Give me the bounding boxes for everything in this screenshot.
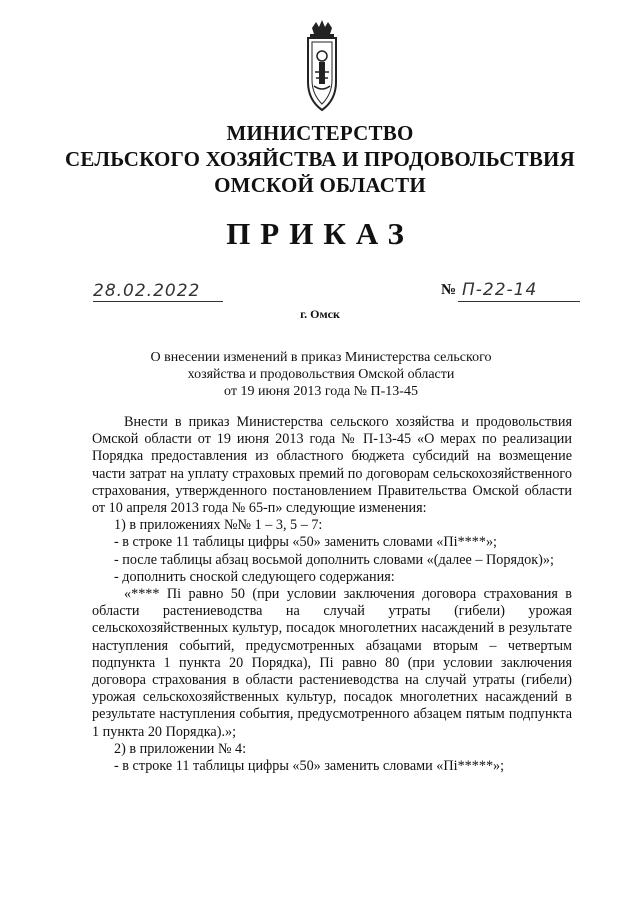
body-paragraph-1: Внести в приказ Министерства сельского хозяйства и продовольствия Омской области от 19 июня 2013 года № П-13-45 «О мерах по реализации Порядка предоставления из областного бюджета субсидий на возмещение части затрат на уплату страховых премий по договорам сельскохозяйственного страхования, утвержденного постановлением Правительства Омской области от 10 апреля 2013 года № 65-п» следующие изменения: — [92, 414, 572, 517]
subject-line1: О внесении изменений в приказ Министерства сельского — [150, 350, 492, 365]
body-paragraph-5: - дополнить сноской следующего содержания: — [114, 568, 395, 585]
ministry-title-line3: ОМСКОЙ ОБЛАСТИ — [214, 173, 426, 197]
document-type: ПРИКАЗ — [226, 216, 414, 251]
subject-line3: от 19 июня 2013 года № П-13-45 — [224, 384, 418, 399]
coat-of-arms-icon — [304, 20, 340, 112]
city: г. Омск — [300, 307, 340, 321]
date-underline — [93, 301, 223, 302]
body-paragraph-8: - в строке 11 таблицы цифры «50» заменить словами «Пi*****»; — [114, 758, 505, 775]
ministry-title-line1: МИНИСТЕРСТВО — [226, 121, 414, 145]
body-paragraph-6: «**** Пi равно 50 (при условии заключения договора страхования в области растениеводства на случай утраты (гибели) урожая сельскохозяйственных культур, посадок многолетних насаждений в результате наступления событий, предусмотренных абзацами вторым – четвертым подпункта 1 пункта 20 Порядка), Пi равно 80 (при условии заключения договора страхования в области растениеводства на случай утраты (гибели) урожая сельскохозяйственных культур, посадок многолетних насаждений в результате наступления события, предусмотренного абзацем пятым подпункта 1 пункта 20 Порядка).»; — [92, 586, 572, 740]
number-underline — [458, 301, 580, 302]
ministry-title-line2: СЕЛЬСКОГО ХОЗЯЙСТВА И ПРОДОВОЛЬСТВИЯ — [65, 147, 575, 171]
order-body — [92, 414, 572, 775]
order-number-label: № — [441, 282, 457, 298]
body-paragraph-7: 2) в приложении № 4: — [114, 740, 247, 757]
body-paragraph-3: - в строке 11 таблицы цифры «50» заменить словами «Пi****»; — [114, 534, 497, 551]
order-number: П-22-14 — [462, 280, 538, 300]
order-date: 28.02.2022 — [93, 281, 201, 301]
body-paragraph-4: - после таблицы абзац восьмой дополнить словами «(далее – Порядок)»; — [114, 551, 554, 568]
body-paragraph-2: 1) в приложениях №№ 1 – 3, 5 – 7: — [114, 517, 323, 534]
subject-line2: хозяйства и продовольствия Омской области — [187, 367, 455, 382]
order-subject — [150, 349, 492, 400]
